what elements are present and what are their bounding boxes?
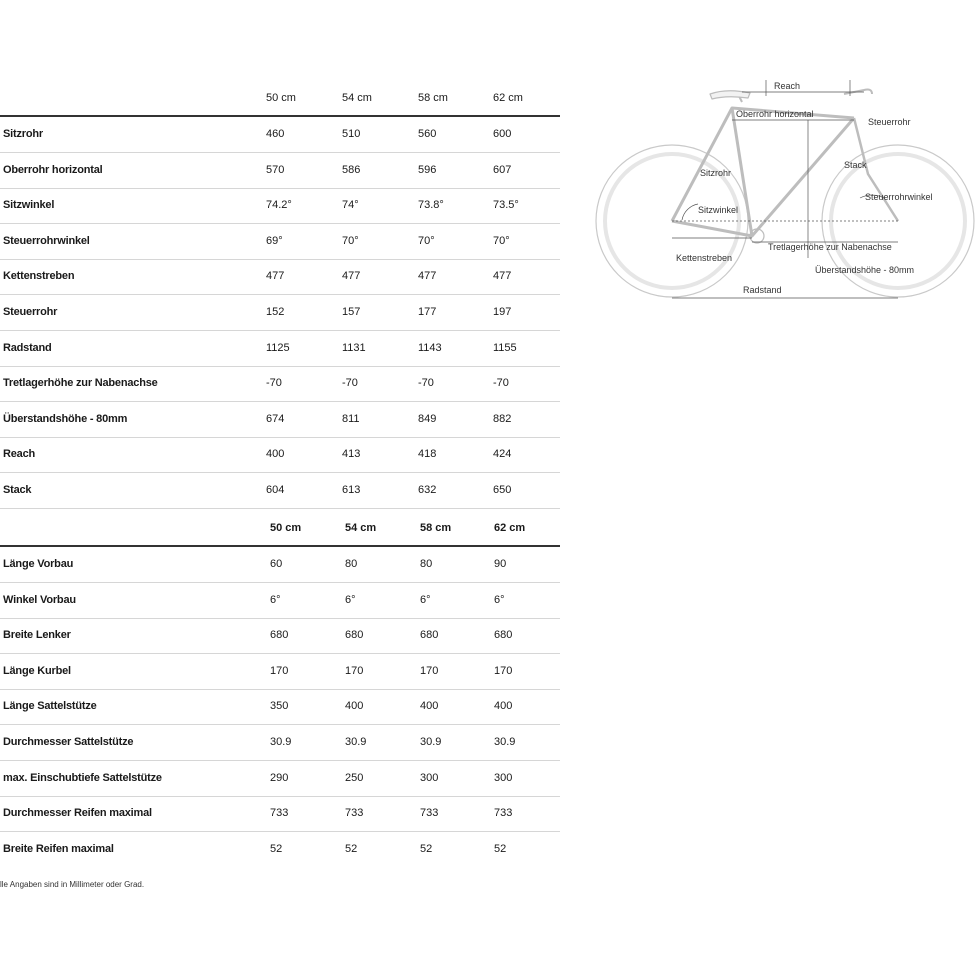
row-value: 70° xyxy=(493,234,510,247)
row-value: 90 xyxy=(494,558,507,570)
row-value: 811 xyxy=(342,412,360,425)
table-row xyxy=(0,473,560,509)
table-row xyxy=(0,366,560,402)
row-value: -70 xyxy=(493,377,509,390)
bike-geometry-diagram xyxy=(592,78,978,304)
row-label: Durchmesser Reifen maximal xyxy=(3,807,152,820)
row-value: 613 xyxy=(342,484,361,496)
row-value: 1155 xyxy=(493,341,517,354)
row-label: Kettenstreben xyxy=(3,270,75,283)
row-value: 1131 xyxy=(342,341,366,354)
row-value: 170 xyxy=(270,664,289,677)
label-oberrohr: Oberrohr horizontal xyxy=(736,109,814,119)
label-reach: Reach xyxy=(774,81,801,91)
row-label: Durchmesser Sattelstütze xyxy=(3,736,134,748)
row-value: 177 xyxy=(418,306,437,318)
row-value: 69° xyxy=(266,234,283,247)
row-value: 74° xyxy=(342,199,359,212)
table-row xyxy=(0,224,560,260)
comp-size-header-50: 50 cm xyxy=(270,522,302,534)
row-value: 680 xyxy=(420,629,439,642)
row-value: -70 xyxy=(266,377,282,390)
comp-size-header-58: 58 cm xyxy=(420,522,452,534)
label-kettenstreben: Kettenstreben xyxy=(676,253,733,263)
row-value: 80 xyxy=(345,558,358,570)
row-value: 400 xyxy=(266,448,285,461)
row-value: 6° xyxy=(494,593,505,606)
row-label: Tretlagerhöhe zur Nabenachse xyxy=(3,377,158,390)
row-label: Radstand xyxy=(3,341,52,354)
row-value: 52 xyxy=(270,842,283,855)
table-row xyxy=(0,402,560,438)
row-value: 424 xyxy=(493,448,512,461)
row-value: 607 xyxy=(493,163,512,176)
table-row xyxy=(0,259,560,295)
row-value: 604 xyxy=(266,484,285,496)
row-value: 477 xyxy=(266,270,285,283)
row-value: 300 xyxy=(420,771,439,784)
row-label: Breite Reifen maximal xyxy=(3,842,114,855)
row-value: 413 xyxy=(342,448,361,461)
row-value: -70 xyxy=(418,377,434,390)
table-row xyxy=(0,618,560,654)
row-label: Länge Vorbau xyxy=(3,558,74,570)
row-value: 680 xyxy=(270,629,289,642)
table-row xyxy=(0,725,560,761)
row-label: Steuerrohr xyxy=(3,306,58,318)
row-value: 6° xyxy=(420,593,431,606)
row-value: 400 xyxy=(494,700,513,713)
row-value: 170 xyxy=(345,664,364,677)
row-value: 52 xyxy=(420,842,433,855)
row-label: Stack xyxy=(3,484,32,496)
size-header-50: 50 cm xyxy=(266,92,296,104)
row-value: 30.9 xyxy=(345,736,367,748)
row-value: 632 xyxy=(418,484,437,496)
row-value: -70 xyxy=(342,377,358,390)
table-row xyxy=(0,547,560,583)
row-value: 152 xyxy=(266,306,285,318)
row-value: 170 xyxy=(420,664,439,677)
size-header-62: 62 cm xyxy=(493,92,523,104)
comp-size-header-54: 54 cm xyxy=(345,522,377,534)
row-value: 586 xyxy=(342,163,361,176)
label-radstand: Radstand xyxy=(743,285,782,295)
table-row xyxy=(0,796,560,832)
table-row xyxy=(0,295,560,331)
footnote: lle Angaben sind in Millimeter oder Grad. xyxy=(0,880,145,889)
row-value: 1125 xyxy=(266,341,290,354)
size-header-54: 54 cm xyxy=(342,92,372,104)
row-value: 460 xyxy=(266,128,285,140)
row-value: 510 xyxy=(342,128,361,140)
label-sitzwinkel: Sitzwinkel xyxy=(698,205,739,215)
row-value: 1143 xyxy=(418,341,442,354)
row-value: 80 xyxy=(420,558,433,570)
row-value: 674 xyxy=(266,412,285,425)
label-ueberstand: Überstandshöhe - 80mm xyxy=(815,265,915,275)
row-label: Steuerrohrwinkel xyxy=(3,234,90,247)
row-value: 300 xyxy=(494,771,513,784)
label-steuerrohrwinkel: Steuerrohrwinkel xyxy=(865,192,933,202)
row-value: 52 xyxy=(345,842,358,855)
row-value: 170 xyxy=(494,664,513,677)
row-label: Länge Kurbel xyxy=(3,664,71,677)
table-row xyxy=(0,689,560,725)
row-value: 418 xyxy=(418,448,437,461)
label-steuerrohr: Steuerrohr xyxy=(868,117,911,127)
row-label: Reach xyxy=(3,448,36,461)
row-value: 6° xyxy=(270,593,281,606)
row-value: 30.9 xyxy=(494,736,516,748)
row-value: 733 xyxy=(345,807,364,820)
row-label: Überstandshöhe - 80mm xyxy=(3,412,128,425)
row-value: 73.8° xyxy=(418,199,444,212)
row-label: Sitzrohr xyxy=(3,128,43,140)
row-label: Länge Sattelstütze xyxy=(3,700,97,713)
row-value: 680 xyxy=(494,629,513,642)
row-value: 60 xyxy=(270,558,283,570)
row-value: 6° xyxy=(345,593,356,606)
row-value: 477 xyxy=(493,270,512,283)
table-row xyxy=(0,331,560,367)
table-row xyxy=(0,654,560,690)
table-row xyxy=(0,761,560,797)
row-label: Oberrohr horizontal xyxy=(3,163,103,176)
row-value: 157 xyxy=(342,306,361,318)
row-value: 30.9 xyxy=(270,736,292,748)
row-label: Winkel Vorbau xyxy=(3,593,76,606)
table-row xyxy=(0,583,560,619)
label-sitzrohr: Sitzrohr xyxy=(700,168,732,178)
row-value: 52 xyxy=(494,842,507,855)
table-row xyxy=(0,832,560,867)
row-value: 70° xyxy=(418,234,435,247)
row-value: 74.2° xyxy=(266,199,292,212)
row-value: 197 xyxy=(493,306,512,318)
row-value: 733 xyxy=(494,807,513,820)
row-value: 680 xyxy=(345,629,364,642)
table-row xyxy=(0,188,560,224)
size-header-58: 58 cm xyxy=(418,92,448,104)
row-value: 560 xyxy=(418,128,437,140)
row-value: 733 xyxy=(270,807,289,820)
row-value: 596 xyxy=(418,163,437,176)
row-value: 570 xyxy=(266,163,285,176)
comp-size-header-62: 62 cm xyxy=(494,522,526,534)
row-value: 733 xyxy=(420,807,439,820)
row-value: 477 xyxy=(418,270,437,283)
row-value: 30.9 xyxy=(420,736,442,748)
row-label: Sitzwinkel xyxy=(3,199,55,212)
row-value: 350 xyxy=(270,700,289,713)
row-label: Breite Lenker xyxy=(3,629,71,642)
row-value: 400 xyxy=(420,700,439,713)
row-value: 400 xyxy=(345,700,364,713)
label-stack: Stack xyxy=(844,160,867,170)
row-value: 73.5° xyxy=(493,199,519,212)
row-value: 477 xyxy=(342,270,361,283)
row-value: 70° xyxy=(342,234,359,247)
row-value: 882 xyxy=(493,412,512,425)
row-value: 250 xyxy=(345,771,364,784)
label-tretlager: Tretlagerhöhe zur Nabenachse xyxy=(768,242,892,252)
table-row xyxy=(0,117,560,153)
row-value: 600 xyxy=(493,128,512,140)
row-value: 650 xyxy=(493,484,512,496)
row-label: max. Einschubtiefe Sattelstütze xyxy=(3,771,162,784)
row-value: 849 xyxy=(418,412,437,425)
table-row xyxy=(0,437,560,473)
row-value: 290 xyxy=(270,771,289,784)
table-row xyxy=(0,153,560,189)
